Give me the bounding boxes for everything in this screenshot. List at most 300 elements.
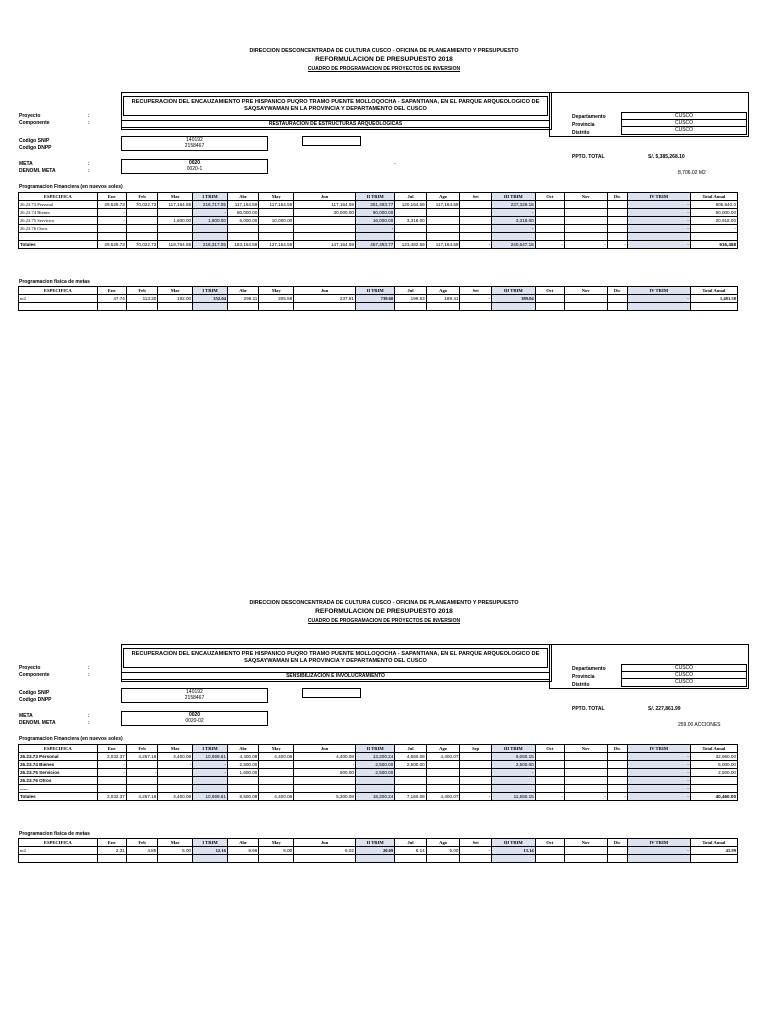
column-header: IV TRIM: [627, 839, 690, 847]
table-cell: 26.23.73 Personal: [19, 753, 98, 761]
table-cell: [126, 761, 157, 769]
table-cell: -: [627, 761, 690, 769]
table-cell: [426, 233, 460, 241]
column-header: III TRIM: [491, 193, 535, 201]
column-header: Dic: [607, 193, 627, 201]
table-cell: 127,164.59: [259, 241, 294, 249]
table-cell: -: [193, 761, 228, 769]
table-cell: 120,164.59: [395, 201, 426, 209]
table-cell: [564, 785, 607, 793]
table-cell: [126, 217, 157, 225]
ppto-label: PPTO. TOTAL: [572, 706, 605, 712]
table-cell: [564, 777, 607, 785]
table-cell: [426, 209, 460, 217]
column-header: II TRIM: [355, 287, 394, 295]
table-row: [19, 847, 738, 855]
table-cell: -: [355, 225, 394, 233]
snip-value: 140192: [186, 137, 203, 143]
column-header: Jun: [294, 745, 356, 753]
table-cell: 805,540.0: [690, 201, 737, 209]
table-cell: 240,647.18: [491, 241, 535, 249]
table-cell: [126, 777, 157, 785]
component-value: RESTAURACION DE ESTRUCTURAS ARQUEOLOGICAS: [268, 121, 403, 127]
distrito-value: CUSCO: [674, 127, 694, 133]
column-header: Jun: [294, 287, 356, 295]
table-cell: 2,500.00: [227, 761, 258, 769]
table-cell: 26.23.74 Bienes: [19, 209, 98, 217]
table-cell: [564, 855, 607, 863]
project-title-box: [123, 648, 548, 668]
table-cell: [564, 209, 607, 217]
column-header: ESPECIFICA: [19, 193, 98, 201]
table-cell: [97, 855, 126, 863]
table-cell: 29,529.73: [97, 201, 126, 209]
table-cell: [158, 303, 193, 311]
table-cell: 352.04: [193, 295, 228, 303]
table-row: [19, 233, 738, 241]
location-values: [621, 664, 747, 687]
table-cell: [535, 295, 564, 303]
table-cell: [564, 303, 607, 311]
table-cell: [535, 217, 564, 225]
table-cell: [535, 769, 564, 777]
column-header: Jul: [395, 287, 426, 295]
table-cell: 296.11: [227, 295, 258, 303]
table-cell: [97, 777, 126, 785]
column-header: IV TRIM: [627, 193, 690, 201]
table-cell: 2,500.00: [491, 761, 535, 769]
table-cell: [259, 769, 294, 777]
header-row: [19, 745, 738, 753]
proyecto-colon: :: [88, 665, 90, 671]
table-cell: 123,482.59: [395, 241, 426, 249]
column-header: Ago: [426, 287, 460, 295]
table-cell: [19, 303, 98, 311]
table-cell: 117,164.59: [426, 201, 460, 209]
table-cell: -: [193, 209, 228, 217]
table-cell: 5.00: [426, 847, 460, 855]
table-cell: 1,600.00: [193, 217, 228, 225]
distrito-value: CUSCO: [674, 679, 694, 685]
table-cell: [355, 233, 394, 241]
column-header: Total Anual: [690, 193, 737, 201]
column-header: Dic: [607, 745, 627, 753]
table-cell: [259, 855, 294, 863]
table-cell: [158, 785, 193, 793]
table-cell: 20.69: [355, 847, 394, 855]
table-cell: [97, 785, 126, 793]
table-cell: -: [607, 793, 627, 801]
table-cell: [426, 217, 460, 225]
table-cell: [97, 225, 126, 233]
table-row: [19, 209, 738, 217]
component-box: [121, 120, 550, 128]
table-cell: [460, 225, 491, 233]
column-header: Nov: [564, 287, 607, 295]
table-cell: 1,481.58: [690, 295, 737, 303]
table-cell: [627, 233, 690, 241]
column-header: Feb: [126, 839, 157, 847]
table-cell: 6,000.00: [227, 217, 258, 225]
table-cell: [535, 233, 564, 241]
table-cell: [294, 217, 356, 225]
table-cell: [395, 225, 426, 233]
table-row: [19, 777, 738, 785]
table-cell: [395, 769, 426, 777]
table-cell: 237.91: [294, 295, 356, 303]
table-cell: [227, 303, 258, 311]
table-cell: [690, 785, 737, 793]
table-cell: [460, 785, 491, 793]
meta-label: META: [19, 713, 33, 719]
table-cell: [294, 225, 356, 233]
table-cell: 26.23.76 Otros: [19, 777, 98, 785]
table-cell: Totales: [19, 241, 98, 249]
physical-table: [18, 286, 738, 311]
table-cell: -: [627, 777, 690, 785]
table-cell: [395, 785, 426, 793]
table-cell: -: [460, 241, 491, 249]
column-header: Ene: [97, 287, 126, 295]
table-cell: [564, 233, 607, 241]
table-cell: [607, 777, 627, 785]
table-cell: 389.04: [491, 295, 535, 303]
table-cell: [564, 217, 607, 225]
table-cell: [395, 855, 426, 863]
table-cell: 5,000.00: [690, 761, 737, 769]
codes-box: [121, 688, 268, 703]
table-cell: [259, 761, 294, 769]
table-cell: [259, 785, 294, 793]
table-cell: [460, 217, 491, 225]
table-cell: [126, 225, 157, 233]
table-row: [19, 855, 738, 863]
project-title-box: [123, 96, 548, 116]
proyecto-label: Proyecto: [19, 665, 41, 671]
table-cell: 5.00: [259, 847, 294, 855]
table-cell: 2,500.00: [355, 769, 394, 777]
table-cell: [193, 233, 228, 241]
table-cell: -: [97, 209, 126, 217]
table-cell: -: [491, 225, 535, 233]
table-cell: [690, 233, 737, 241]
table-cell: 216,717.05: [193, 201, 228, 209]
column-header: Sep: [460, 745, 491, 753]
column-header: Ene: [97, 839, 126, 847]
financial-title: Programacion Financiera (en nuevos soles): [19, 736, 123, 742]
table-cell: -: [627, 295, 690, 303]
column-header: IV TRIM: [627, 745, 690, 753]
column-header: May: [259, 745, 294, 753]
table-cell: 26.23.75 Servicios: [19, 769, 98, 777]
column-header: III TRIM: [491, 287, 535, 295]
table-cell: [491, 785, 535, 793]
column-header: Abr: [227, 287, 258, 295]
table-cell: [564, 769, 607, 777]
table-cell: -: [535, 793, 564, 801]
ppto-total: S/. 227,861.99: [648, 706, 681, 712]
column-header: II TRIM: [355, 193, 394, 201]
provincia-value: CUSCO: [622, 120, 746, 127]
column-header: Nov: [564, 745, 607, 753]
table-cell: [690, 855, 737, 863]
table-cell: 29,529.73: [97, 241, 126, 249]
column-header: Dic: [607, 287, 627, 295]
componente-colon: :: [88, 120, 90, 126]
column-header: Ene: [97, 193, 126, 201]
table-cell: 900.00: [294, 769, 356, 777]
office-heading: DIRECCION DESCONCENTRADA DE CULTURA CUSCO - OFICINA DE PLANEAMIENTO Y PRESUPUESTO: [249, 600, 519, 606]
table-cell: [259, 233, 294, 241]
table-cell: -: [535, 241, 564, 249]
table-cell: 4,267.16: [126, 793, 157, 801]
meta-colon: :: [88, 713, 90, 719]
table-cell: [227, 855, 258, 863]
table-cell: 117,164.59: [227, 201, 258, 209]
table-cell: [426, 769, 460, 777]
document-title: REFORMULACION DE PRESUPUESTO 2018: [315, 608, 453, 615]
table-cell: [607, 761, 627, 769]
table-cell: -: [627, 201, 690, 209]
column-header: Abr: [227, 839, 258, 847]
dnpp-label: Codigo DNPP: [19, 145, 52, 151]
table-cell: [535, 753, 564, 761]
distrito-label: Distrito: [572, 130, 590, 136]
table-cell: -: [294, 761, 356, 769]
document-subtitle: CUADRO DE PROGRAMACION DE PROYECTOS DE INVERSION: [307, 618, 461, 624]
table-cell: [607, 855, 627, 863]
meta-label: META: [19, 161, 33, 167]
column-header: ESPECIFICA: [19, 287, 98, 295]
column-header: Abr: [227, 193, 258, 201]
table-cell: -: [97, 217, 126, 225]
table-cell: [355, 303, 394, 311]
table-cell: 739.60: [355, 295, 394, 303]
column-header: Ago: [426, 193, 460, 201]
table-cell: -: [126, 769, 157, 777]
table-cell: 13,200.24: [355, 753, 394, 761]
dnpp-value: 2158467: [184, 143, 205, 149]
table-cell: [535, 303, 564, 311]
table-cell: [126, 303, 157, 311]
denomi-label: DENOMI. META: [19, 720, 56, 726]
codes-box: [121, 136, 268, 151]
column-header: Mar: [158, 839, 193, 847]
meta-box: [121, 711, 268, 726]
table-cell: [607, 785, 627, 793]
table-cell: 2,500.00: [395, 761, 426, 769]
column-header: Feb: [126, 287, 157, 295]
table-cell: 6.02: [294, 847, 356, 855]
table-cell: [259, 777, 294, 785]
table-cell: [491, 303, 535, 311]
table-cell: [294, 233, 356, 241]
componente-label: Componente: [19, 672, 50, 678]
table-cell: -: [627, 225, 690, 233]
table-cell: 4,660.08: [395, 753, 426, 761]
table-cell: [535, 225, 564, 233]
table-cell: [491, 777, 535, 785]
column-header: IV TRIM: [627, 287, 690, 295]
table-cell: [294, 785, 356, 793]
table-cell: [193, 785, 228, 793]
table-cell: -: [97, 761, 126, 769]
meta-quantity: 8,706.02 M2: [678, 170, 706, 176]
table-cell: 4,400.08: [259, 753, 294, 761]
table-cell: 26.23.73 Personal: [19, 201, 98, 209]
table-cell: [690, 777, 737, 785]
table-cell: 199.63: [395, 295, 426, 303]
column-header: Oct: [535, 193, 564, 201]
ppto-label: PPTO. TOTAL: [572, 154, 605, 160]
table-cell: [564, 201, 607, 209]
table-cell: [564, 761, 607, 769]
column-header: Total Anual: [690, 745, 737, 753]
table-cell: [491, 855, 535, 863]
componente-label: Componente: [19, 120, 50, 126]
document-title: REFORMULACION DE PRESUPUESTO 2018: [315, 56, 453, 63]
table-cell: [460, 855, 491, 863]
table-cell: -: [627, 769, 690, 777]
table-cell: 80,000.00: [227, 209, 258, 217]
table-cell: 26.23.75 Servicios: [19, 217, 98, 225]
departamento-label: Departamento: [572, 114, 606, 120]
column-header: Abr: [227, 745, 258, 753]
table-cell: 16,000.00: [355, 217, 394, 225]
column-header: ESPECIFICA: [19, 839, 98, 847]
location-values: [621, 112, 747, 135]
table-cell: 4,400.08: [158, 753, 193, 761]
table-cell: 40,460.00: [690, 793, 737, 801]
column-header: II TRIM: [355, 745, 394, 753]
table-cell: 113.30: [126, 295, 157, 303]
table-row: [19, 217, 738, 225]
table-cell: 7,160.08: [395, 793, 426, 801]
table-cell: [564, 753, 607, 761]
table-cell: [460, 209, 491, 217]
column-header: Set: [460, 839, 491, 847]
snip-label: Codigo SNIP: [19, 690, 50, 696]
table-cell: [227, 785, 258, 793]
table-cell: 4.85: [126, 847, 157, 855]
table-cell: 117,164.59: [158, 201, 193, 209]
empty-code-box: [302, 688, 361, 698]
table-cell: [607, 217, 627, 225]
financial-table: [18, 192, 738, 249]
table-cell: [535, 201, 564, 209]
meta-dash: -: [394, 161, 396, 167]
table-cell: 32,960.00: [690, 753, 737, 761]
table-cell: 20,918.00: [690, 217, 737, 225]
column-header: Mar: [158, 287, 193, 295]
table-cell: [627, 303, 690, 311]
table-cell: 183,164.59: [227, 241, 258, 249]
column-header: Jul: [395, 839, 426, 847]
column-header: Set: [460, 193, 491, 201]
table-cell: [158, 855, 193, 863]
provincia-value: CUSCO: [622, 672, 746, 679]
table-cell: [535, 777, 564, 785]
table-cell: [535, 761, 564, 769]
table-cell: [426, 777, 460, 785]
financial-table: [18, 744, 738, 801]
proyecto-label: Proyecto: [19, 113, 41, 119]
table-cell: [259, 225, 294, 233]
table-row: [19, 295, 738, 303]
table-cell: [193, 777, 228, 785]
table-cell: [564, 847, 607, 855]
table-cell: [294, 777, 356, 785]
table-cell: 47.74: [97, 295, 126, 303]
column-header: ESPECIFICA: [19, 745, 98, 753]
meta-colon: :: [88, 161, 90, 167]
denomi-label: DENOMI. META: [19, 168, 56, 174]
table-cell: [426, 761, 460, 769]
table-cell: [126, 785, 157, 793]
componente-colon: :: [88, 672, 90, 678]
table-cell: 26.23.76 Otros: [19, 225, 98, 233]
table-row: [19, 753, 738, 761]
table-cell: [460, 201, 491, 209]
table-cell: 117,164.59: [259, 201, 294, 209]
column-header: Jun: [294, 839, 356, 847]
table-cell: 2.31: [97, 847, 126, 855]
table-cell: m2: [19, 847, 98, 855]
column-header: Total Anual: [690, 839, 737, 847]
table-cell: 4,400.08: [227, 753, 258, 761]
table-cell: -: [460, 295, 491, 303]
table-cell: 4,400.07: [426, 753, 460, 761]
column-header: III TRIM: [491, 839, 535, 847]
table-cell: [535, 209, 564, 217]
table-cell: -: [564, 241, 607, 249]
table-cell: 5,300.08: [294, 793, 356, 801]
table-cell: 1,600.00: [158, 217, 193, 225]
table-cell: -: [158, 761, 193, 769]
table-cell: 218,317.05: [193, 241, 228, 249]
table-cell: 11,560.15: [491, 793, 535, 801]
table-cell: 45.99: [690, 847, 737, 855]
table-cell: -: [607, 241, 627, 249]
table-row: [19, 793, 738, 801]
column-header: Ago: [426, 839, 460, 847]
table-cell: [97, 303, 126, 311]
table-cell: 30,000.00: [294, 209, 356, 217]
table-cell: [607, 769, 627, 777]
table-cell: 189.41: [426, 295, 460, 303]
column-header: Oct: [535, 287, 564, 295]
column-header: Jun: [294, 193, 356, 201]
table-cell: [535, 855, 564, 863]
provincia-label: Provincia: [572, 674, 595, 680]
table-cell: 8.14: [395, 847, 426, 855]
table-cell: [259, 209, 294, 217]
table-cell: [19, 233, 98, 241]
header-row: [19, 287, 738, 295]
table-cell: 3,318.00: [491, 217, 535, 225]
physical-title: Programacion fisica de metas: [19, 831, 90, 837]
table-cell: [564, 295, 607, 303]
table-cell: 4,400.08: [158, 793, 193, 801]
table-cell: 2,032.37: [97, 753, 126, 761]
table-cell: [355, 855, 394, 863]
table-cell: [564, 225, 607, 233]
column-header: Feb: [126, 745, 157, 753]
table-cell: -: [460, 793, 491, 801]
table-cell: 147,164.59: [294, 241, 356, 249]
departamento-value: CUSCO: [622, 113, 746, 120]
table-cell: 10,699.61: [193, 793, 228, 801]
